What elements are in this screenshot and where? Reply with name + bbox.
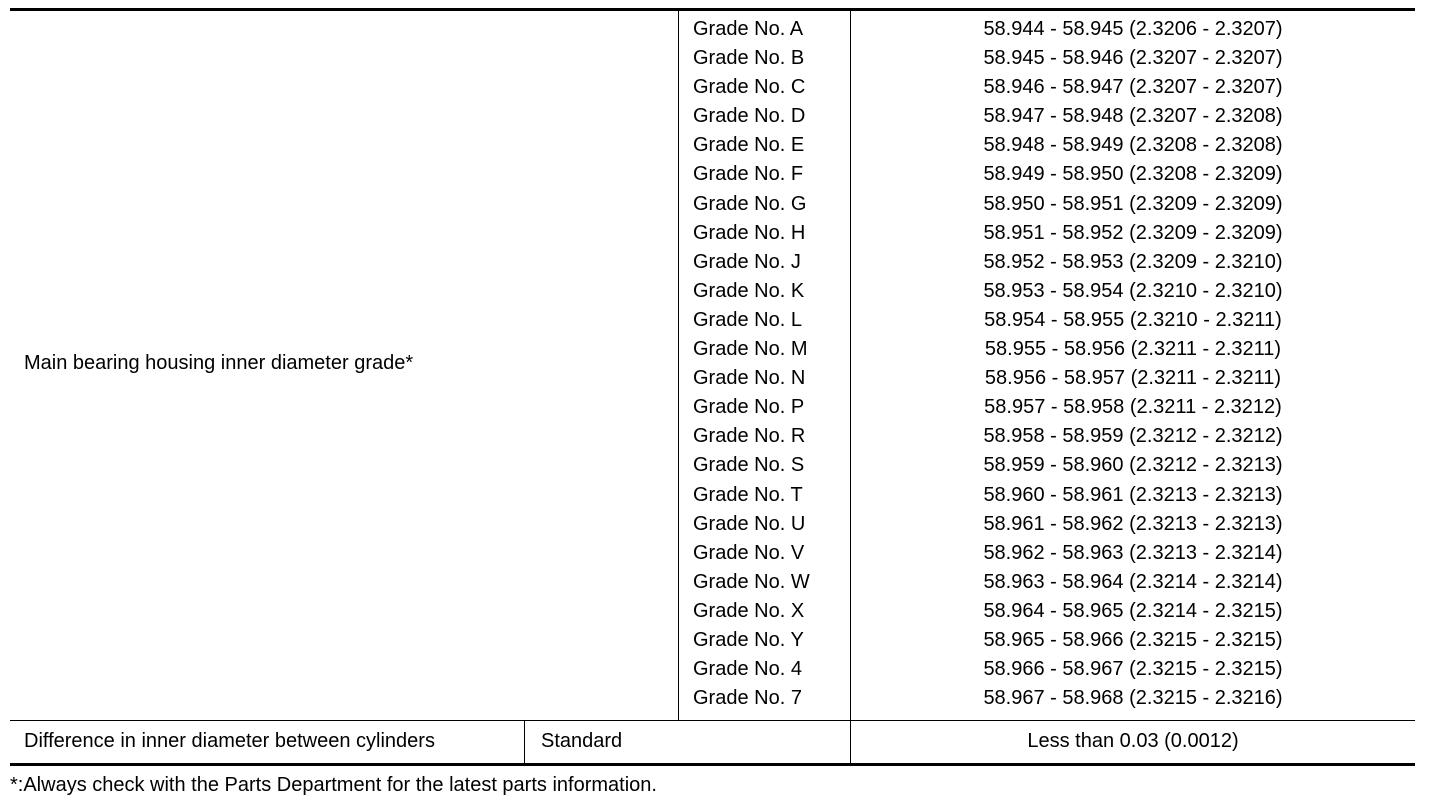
grade-range: 58.949 - 58.950 (2.3208 - 2.3209) <box>983 163 1283 186</box>
grade-label: Grade No. U <box>693 512 806 535</box>
grade-range: 58.952 - 58.953 (2.3209 - 2.3210) <box>983 250 1283 273</box>
grade-range: 58.948 - 58.949 (2.3208 - 2.3208) <box>983 134 1283 157</box>
grade-label: Grade No. R <box>693 425 806 448</box>
grade-column <box>693 15 843 713</box>
standard-label: Standard <box>541 730 623 752</box>
grade-label: Grade No. X <box>693 599 805 622</box>
grade-range: 58.964 - 58.965 (2.3214 - 2.3215) <box>983 599 1283 622</box>
difference-label: Difference in inner diameter between cylinders <box>24 730 435 752</box>
grade-range: 58.963 - 58.964 (2.3214 - 2.3214) <box>983 570 1283 593</box>
grade-range: 58.956 - 58.957 (2.3211 - 2.3211) <box>984 367 1282 390</box>
column-divider-grade <box>678 11 679 721</box>
grade-range: 58.950 - 58.951 (2.3209 - 2.3209) <box>983 192 1283 215</box>
grade-range: 58.960 - 58.961 (2.3213 - 2.3213) <box>983 483 1283 506</box>
grade-range: 58.958 - 58.959 (2.3212 - 2.3212) <box>983 425 1283 448</box>
grade-range: 58.961 - 58.962 (2.3213 - 2.3213) <box>983 512 1283 535</box>
grade-label: Grade No. 4 <box>693 658 802 681</box>
grade-range: 58.966 - 58.967 (2.3215 - 2.3215) <box>983 658 1283 681</box>
grade-label: Grade No. 7 <box>693 687 802 710</box>
grade-label: Grade No. P <box>693 396 805 419</box>
grade-label: Grade No. C <box>693 76 806 99</box>
grade-label: Grade No. A <box>693 18 804 40</box>
grade-range: 58.959 - 58.960 (2.3212 - 2.3213) <box>983 454 1283 477</box>
grade-range: 58.962 - 58.963 (2.3213 - 2.3214) <box>983 541 1283 564</box>
grade-label: Grade No. N <box>693 367 806 390</box>
grade-label: Grade No. L <box>693 308 802 331</box>
grade-range: 58.944 - 58.945 (2.3206 - 2.3207) <box>983 18 1283 40</box>
table-row-divider <box>10 720 1415 721</box>
grade-label: Grade No. F <box>693 163 804 186</box>
grade-range: 58.946 - 58.947 (2.3207 - 2.3207) <box>983 76 1283 99</box>
grade-range: 58.965 - 58.966 (2.3215 - 2.3215) <box>983 628 1283 651</box>
grade-label: Grade No. H <box>693 221 806 244</box>
grade-range: 58.951 - 58.952 (2.3209 - 2.3209) <box>983 221 1283 244</box>
range-column <box>851 15 1415 713</box>
grade-range: 58.967 - 58.968 (2.3215 - 2.3216) <box>983 687 1283 710</box>
grade-label: Grade No. Y <box>693 628 804 651</box>
grade-label: Grade No. K <box>693 279 805 302</box>
grade-label: Grade No. D <box>693 105 806 128</box>
column-divider-condition <box>524 721 525 763</box>
grade-label: Grade No. T <box>693 483 803 506</box>
grade-label: Grade No. V <box>693 541 805 564</box>
grade-range: 58.953 - 58.954 (2.3210 - 2.3210) <box>983 279 1283 302</box>
main-bearing-label: Main bearing housing inner diameter grade* <box>24 352 414 374</box>
grade-label: Grade No. B <box>693 47 805 70</box>
footnote: *:Always check with the Parts Department for the latest parts information. <box>10 774 657 796</box>
table-bottom-rule <box>10 763 1415 766</box>
difference-value: Less than 0.03 (0.0012) <box>1027 730 1239 752</box>
grade-label: Grade No. G <box>693 192 807 215</box>
grade-range: 58.954 - 58.955 (2.3210 - 2.3211) <box>984 308 1282 331</box>
grade-range: 58.947 - 58.948 (2.3207 - 2.3208) <box>983 105 1283 128</box>
grade-label: Grade No. J <box>693 250 801 273</box>
grade-range: 58.945 - 58.946 (2.3207 - 2.3207) <box>983 47 1283 70</box>
grade-label: Grade No. W <box>693 570 810 593</box>
grade-label: Grade No. E <box>693 134 805 157</box>
table-top-rule <box>10 8 1415 11</box>
grade-label: Grade No. S <box>693 454 805 477</box>
grade-range: 58.957 - 58.958 (2.3211 - 2.3212) <box>984 396 1282 419</box>
grade-range: 58.955 - 58.956 (2.3211 - 2.3211) <box>984 338 1282 361</box>
grade-label: Grade No. M <box>693 338 808 361</box>
